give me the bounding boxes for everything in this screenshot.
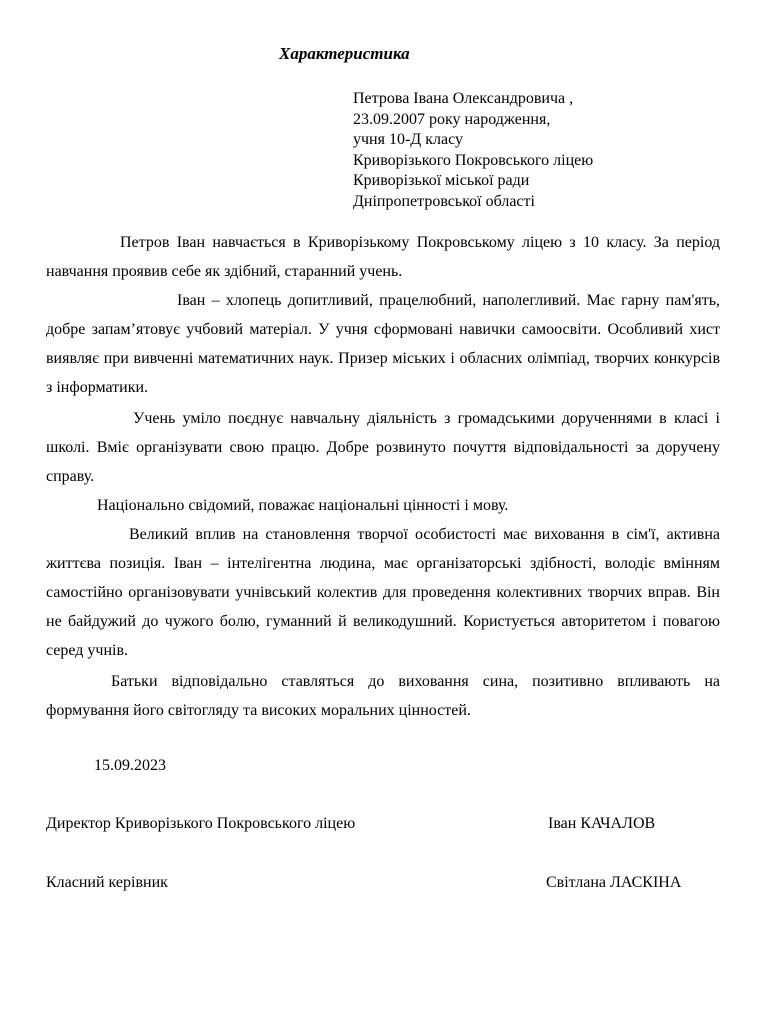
paragraph-character: Іван – хлопець допитливий, працелюбний, наполегливий. Має гарну пам'ять, добре запам’ятовує учбовий матеріал. У учня сформовані навички самоосвіти. Особливий хист виявляє при вивченні математичних наук. Призер міських і обласних олімпіад, творчих конкурсів з інформатики. bbox=[46, 292, 720, 396]
class-teacher-name: Світлана ЛАСКІНА bbox=[546, 874, 682, 891]
class-teacher-role: Класний керівник bbox=[46, 874, 168, 891]
document-title: Характеристика bbox=[279, 44, 410, 63]
addressee-line: Петрова Івана Олександровича , bbox=[353, 90, 574, 107]
addressee-line: учня 10-Д класу bbox=[353, 131, 463, 148]
addressee-line: Дніпропетровської області bbox=[353, 192, 535, 210]
document-date: 15.09.2023 bbox=[94, 757, 166, 774]
addressee-line: Криворізького Покровського ліцею bbox=[353, 151, 594, 169]
paragraph-parents: Батьки відповідально ставляться до виховання сина, позитивно впливають на формування його світогляду та високих моральних цінностей. bbox=[46, 673, 720, 719]
addressee-block bbox=[353, 89, 593, 212]
paragraph-study: Петров Іван навчається в Криворізькому Покровському ліцею з 10 класу. За період навчання проявив себе як здібний, старанний учень. bbox=[46, 234, 720, 280]
paragraph-upbringing: Великий вплив на становлення творчої особистості має виховання в сім'ї, активна життєва позиція. Іван – інтелігентна людина, має організаторські здібності, володіє вмінням самостійно організовувати учнівський колектив для проведення колективних творчих вправ. Він не байдужий до чужого болю, гуманний й великодушний. Користується авторитетом і повагою серед учнів. bbox=[46, 526, 720, 659]
paragraph-national-values: Національно свідомий, поважає національні цінності і мову. bbox=[97, 497, 509, 514]
director-role: Директор Криворізького Покровського ліцею bbox=[46, 815, 356, 832]
paragraph-public-duties: Учень уміло поєднує навчальну діяльність з громадськими дорученнями в класі і школі. Вміє організувати свою працю. Добре розвинуто почуття відповідальності за доручену справу. bbox=[46, 410, 720, 485]
director-name: Іван КАЧАЛОВ bbox=[548, 815, 656, 832]
addressee-line: 23.09.2007 року народження, bbox=[353, 110, 551, 128]
addressee-line: Криворізької міської ради bbox=[353, 172, 530, 189]
